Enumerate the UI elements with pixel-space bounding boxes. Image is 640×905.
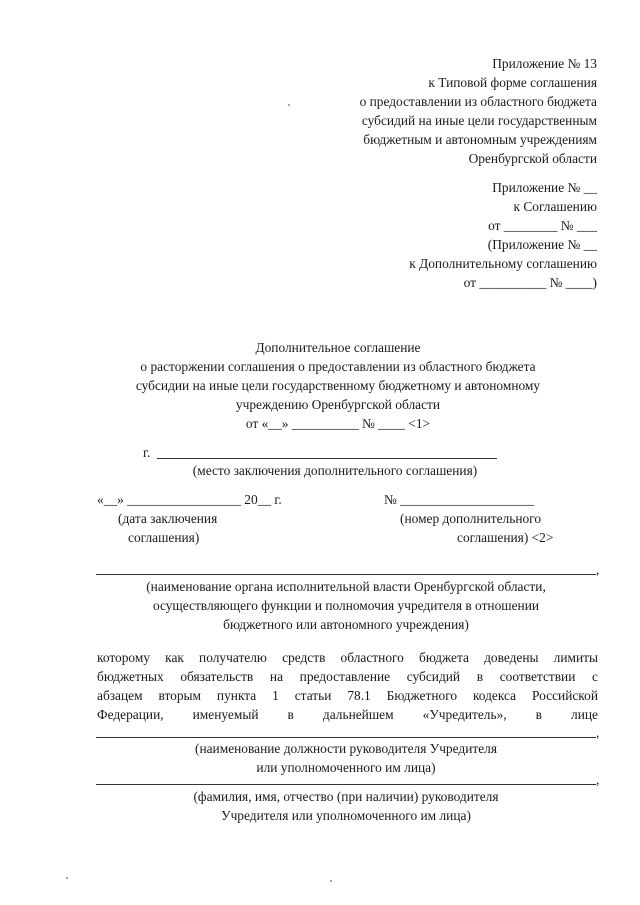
date-field: «__» _________________ 20__ г. [97,492,282,507]
place-blank-line [157,458,497,459]
date-caption: соглашения) [128,530,200,545]
date-caption: (дата заключения [118,511,218,526]
organ-blank-line [96,574,596,575]
annex-line: о предоставлении из областного бюджета [359,94,597,109]
body-line: которому как получателю средств областного бюджета доведены лимиты [97,650,598,665]
title-line: субсидии на иные цели государственному бюджетному и автономному [135,378,541,393]
scan-speck [330,880,332,882]
attachment-line: (Приложение № __ [487,237,597,252]
place-prefix: г. [143,445,151,460]
person-caption-line: Учредителя или уполномоченного им лица) [221,808,471,823]
attachment-line: Приложение № __ [492,180,597,195]
annex-line: к Типовой форме соглашения [428,75,597,90]
body-line: бюджетных обязательств на предоставление субсидий в соответствии с [97,669,598,684]
organ-caption-line: бюджетного или автономного учреждения) [223,617,469,632]
position-comma: , [596,725,600,740]
person-comma: , [596,772,600,787]
attachment-line: от __________ № ____) [463,275,597,290]
body-line: Федерации, именуемый в дальнейшем «Учредитель», в лице [97,707,598,722]
number-caption: (номер дополнительного [400,511,542,526]
attachment-line: к Дополнительному соглашению [409,256,597,271]
title-line: учреждению Оренбургской области [235,397,441,412]
scan-speck [66,877,68,879]
place-caption: (место заключения дополнительного соглашения) [192,463,478,478]
body-line: абзацем вторым пункта 1 статьи 78.1 Бюджетного кодекса Российской [97,688,598,703]
annex-line: Оренбургской области [468,151,597,166]
title-line: от «__» __________ № ____ <1> [245,416,431,431]
number-field: № ____________________ [384,492,535,507]
person-caption-line: (фамилия, имя, отчество (при наличии) руководителя [193,789,499,804]
annex-line: субсидий на иные цели государственным [361,113,597,128]
annex-line: бюджетным и автономным учреждениям [363,132,597,147]
position-blank-line [96,737,596,738]
scan-speck [288,104,290,106]
attachment-line: от ________ № ___ [488,218,597,233]
position-caption-line: (наименование должности руководителя Учредителя [194,741,498,756]
organ-caption-line: (наименование органа исполнительной власти Оренбургской области, [146,579,546,594]
person-blank-line [96,784,596,785]
organ-comma: , [596,562,600,577]
title-line: о расторжении соглашения о предоставлении из областного бюджета [140,359,536,374]
organ-caption-line: осуществляющего функции и полномочия учредителя в отношении [152,598,540,613]
position-caption-line: или уполномоченного им лица) [256,760,436,775]
attachment-line: к Соглашению [513,199,597,214]
title-line: Дополнительное соглашение [255,340,421,355]
number-caption: соглашения) <2> [457,530,554,545]
annex-line: Приложение № 13 [492,56,597,71]
